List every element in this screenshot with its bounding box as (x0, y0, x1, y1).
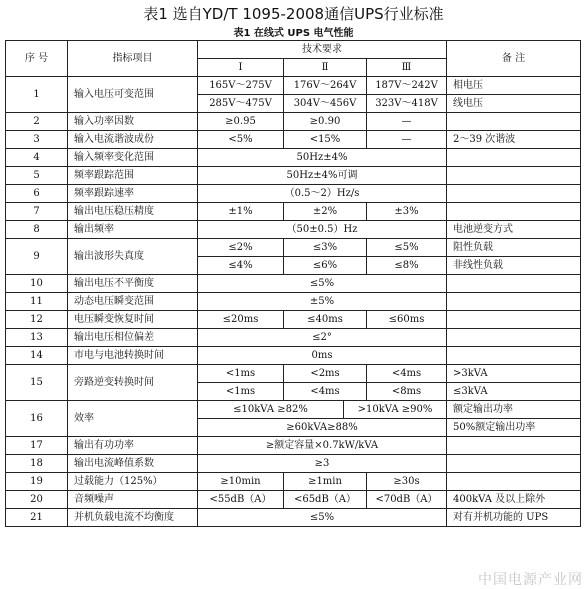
row-item: 频率跟踪范围 (68, 167, 198, 185)
row-number: 20 (6, 491, 68, 509)
table-row (6, 401, 581, 419)
cell-grade-2: ≥0.90 (284, 113, 367, 131)
header-grade-3: Ⅲ (367, 59, 447, 77)
cell-grade-3: 187V～242V (367, 77, 447, 95)
cell-remark: 线电压 (447, 95, 581, 113)
row-item: 频率跟踪速率 (68, 185, 198, 203)
table-row (6, 131, 581, 149)
table-row (6, 185, 581, 203)
row-item: 效率 (68, 401, 198, 437)
cell-value: ≥60kVA≥88% (198, 419, 447, 437)
cell-grade-2: ≤6% (284, 257, 367, 275)
cell-grade-3: ±3% (367, 203, 447, 221)
cell-remark (447, 275, 581, 293)
cell-grade-2: <4ms (284, 383, 367, 401)
cell-value: ≤5% (198, 275, 447, 293)
table-row (6, 437, 581, 455)
table-row (6, 347, 581, 365)
cell-grade-3: ≥30s (367, 473, 447, 491)
cell-remark (447, 473, 581, 491)
row-number: 13 (6, 329, 68, 347)
table-row (6, 473, 581, 491)
row-item: 旁路逆变转换时间 (68, 365, 198, 401)
watermark: 中国电源产业网 (478, 572, 583, 588)
cell-grade-1: ≥10min (198, 473, 284, 491)
header-tech: 技术要求 (198, 41, 447, 59)
cell-value: （50±0.5）Hz (198, 221, 447, 239)
row-number: 15 (6, 365, 68, 401)
cell-grade-2: ±2% (284, 203, 367, 221)
cell-remark: 非线性负载 (447, 257, 581, 275)
row-number: 10 (6, 275, 68, 293)
cell-remark (447, 437, 581, 455)
cell-grade-2: <2ms (284, 365, 367, 383)
table-header-row (6, 41, 581, 59)
cell-grade-1: <1ms (198, 365, 284, 383)
cell-efficiency-large: >10kVA ≥90% (344, 401, 447, 419)
cell-remark (447, 203, 581, 221)
cell-remark: 对有并机功能的 UPS (447, 509, 581, 527)
cell-grade-2: ≤3% (284, 239, 367, 257)
row-number: 18 (6, 455, 68, 473)
table-row (6, 491, 581, 509)
cell-remark: 相电压 (447, 77, 581, 95)
cell-grade-3: <70dB（A） (367, 491, 447, 509)
cell-grade-3: <8ms (367, 383, 447, 401)
row-number: 4 (6, 149, 68, 167)
cell-grade-1: 285V～475V (198, 95, 284, 113)
row-number: 12 (6, 311, 68, 329)
table-row (6, 149, 581, 167)
cell-value: 50Hz±4%可调 (198, 167, 447, 185)
cell-remark (447, 347, 581, 365)
table-row (6, 275, 581, 293)
cell-remark (447, 455, 581, 473)
row-item: 输出电压相位偏差 (68, 329, 198, 347)
cell-grade-1: ≤2% (198, 239, 284, 257)
cell-remark (447, 311, 581, 329)
table-row (6, 203, 581, 221)
cell-remark: 额定输出功率 (447, 401, 581, 419)
cell-remark: ≤3kVA (447, 383, 581, 401)
cell-remark (447, 185, 581, 203)
row-number: 3 (6, 131, 68, 149)
cell-grade-1: ≤4% (198, 257, 284, 275)
cell-grade-2: ≥1min (284, 473, 367, 491)
row-item: 输出电压稳压精度 (68, 203, 198, 221)
row-item: 输出频率 (68, 221, 198, 239)
row-number: 7 (6, 203, 68, 221)
header-grade-2: Ⅱ (284, 59, 367, 77)
cell-grade-1: ≥0.95 (198, 113, 284, 131)
ups-spec-table (5, 40, 581, 527)
cell-remark (447, 149, 581, 167)
header-seq: 序 号 (6, 41, 68, 77)
cell-value: ≥3 (198, 455, 447, 473)
table-row (6, 239, 581, 257)
header-remark: 备 注 (447, 41, 581, 77)
cell-value: 0ms (198, 347, 447, 365)
row-number: 11 (6, 293, 68, 311)
row-item: 过载能力（125%） (68, 473, 198, 491)
cell-grade-2: <65dB（A） (284, 491, 367, 509)
cell-grade-1: 165V～275V (198, 77, 284, 95)
cell-value: ±5% (198, 293, 447, 311)
row-item: 输入电流谐波成份 (68, 131, 198, 149)
cell-grade-3: <4ms (367, 365, 447, 383)
row-number: 6 (6, 185, 68, 203)
row-item: 音频噪声 (68, 491, 198, 509)
row-number: 21 (6, 509, 68, 527)
row-number: 19 (6, 473, 68, 491)
cell-grade-1: ≤20ms (198, 311, 284, 329)
row-item: 输出电流峰值系数 (68, 455, 198, 473)
row-item: 动态电压瞬变范围 (68, 293, 198, 311)
row-number: 9 (6, 239, 68, 275)
cell-grade-3: — (367, 113, 447, 131)
row-number: 1 (6, 77, 68, 113)
row-item: 电压瞬变恢复时间 (68, 311, 198, 329)
cell-value: ≤2° (198, 329, 447, 347)
cell-grade-3: ≤60ms (367, 311, 447, 329)
page-title: 表1 选自YD/T 1095-2008通信UPS行业标准 (143, 5, 444, 23)
cell-grade-2: <15% (284, 131, 367, 149)
cell-grade-3: — (367, 131, 447, 149)
cell-value: （0.5～2）Hz/s (198, 185, 447, 203)
cell-remark (447, 329, 581, 347)
row-item: 输出电压不平衡度 (68, 275, 198, 293)
cell-grade-1: <5% (198, 131, 284, 149)
row-item: 输入频率变化范围 (68, 149, 198, 167)
table-row (6, 365, 581, 383)
table-row (6, 113, 581, 131)
row-number: 17 (6, 437, 68, 455)
table-caption: 表1 在线式 UPS 电气性能 (233, 28, 354, 39)
row-number: 14 (6, 347, 68, 365)
cell-value: 50Hz±4% (198, 149, 447, 167)
header-item: 指标项目 (68, 41, 198, 77)
cell-value: ≤5% (198, 509, 447, 527)
cell-remark (447, 113, 581, 131)
row-item: 输入功率因数 (68, 113, 198, 131)
cell-grade-1: ±1% (198, 203, 284, 221)
table-row (6, 293, 581, 311)
cell-remark (447, 293, 581, 311)
cell-grade-3: ≤8% (367, 257, 447, 275)
table-row (6, 311, 581, 329)
cell-remark: 电池逆变方式 (447, 221, 581, 239)
cell-remark: >3kVA (447, 365, 581, 383)
cell-grade-3: ≤5% (367, 239, 447, 257)
cell-grade-1: <1ms (198, 383, 284, 401)
cell-grade-2: 304V～456V (284, 95, 367, 113)
row-number: 2 (6, 113, 68, 131)
row-number: 16 (6, 401, 68, 437)
cell-efficiency-small: ≤10kVA ≥82% (198, 401, 344, 419)
table-row (6, 455, 581, 473)
table-row (6, 221, 581, 239)
table-row (6, 77, 581, 95)
row-item: 输出波形失真度 (68, 239, 198, 275)
cell-remark: 50%额定输出功率 (447, 419, 581, 437)
cell-grade-2: 176V～264V (284, 77, 367, 95)
row-number: 5 (6, 167, 68, 185)
cell-remark (447, 167, 581, 185)
cell-remark: 阻性负载 (447, 239, 581, 257)
row-item: 市电与电池转换时间 (68, 347, 198, 365)
cell-remark: 2～39 次谐波 (447, 131, 581, 149)
table-row (6, 167, 581, 185)
row-item: 输入电压可变范围 (68, 77, 198, 113)
header-grade-1: Ⅰ (198, 59, 284, 77)
cell-remark: 400kVA 及以上除外 (447, 491, 581, 509)
cell-grade-1: <55dB（A） (198, 491, 284, 509)
cell-grade-3: 323V～418V (367, 95, 447, 113)
cell-grade-2: ≤40ms (284, 311, 367, 329)
row-number: 8 (6, 221, 68, 239)
table-row (6, 509, 581, 527)
table-row (6, 329, 581, 347)
row-item: 输出有功功率 (68, 437, 198, 455)
row-item: 并机负载电流不均衡度 (68, 509, 198, 527)
cell-value: ≥额定容量×0.7kW/kVA (198, 437, 447, 455)
